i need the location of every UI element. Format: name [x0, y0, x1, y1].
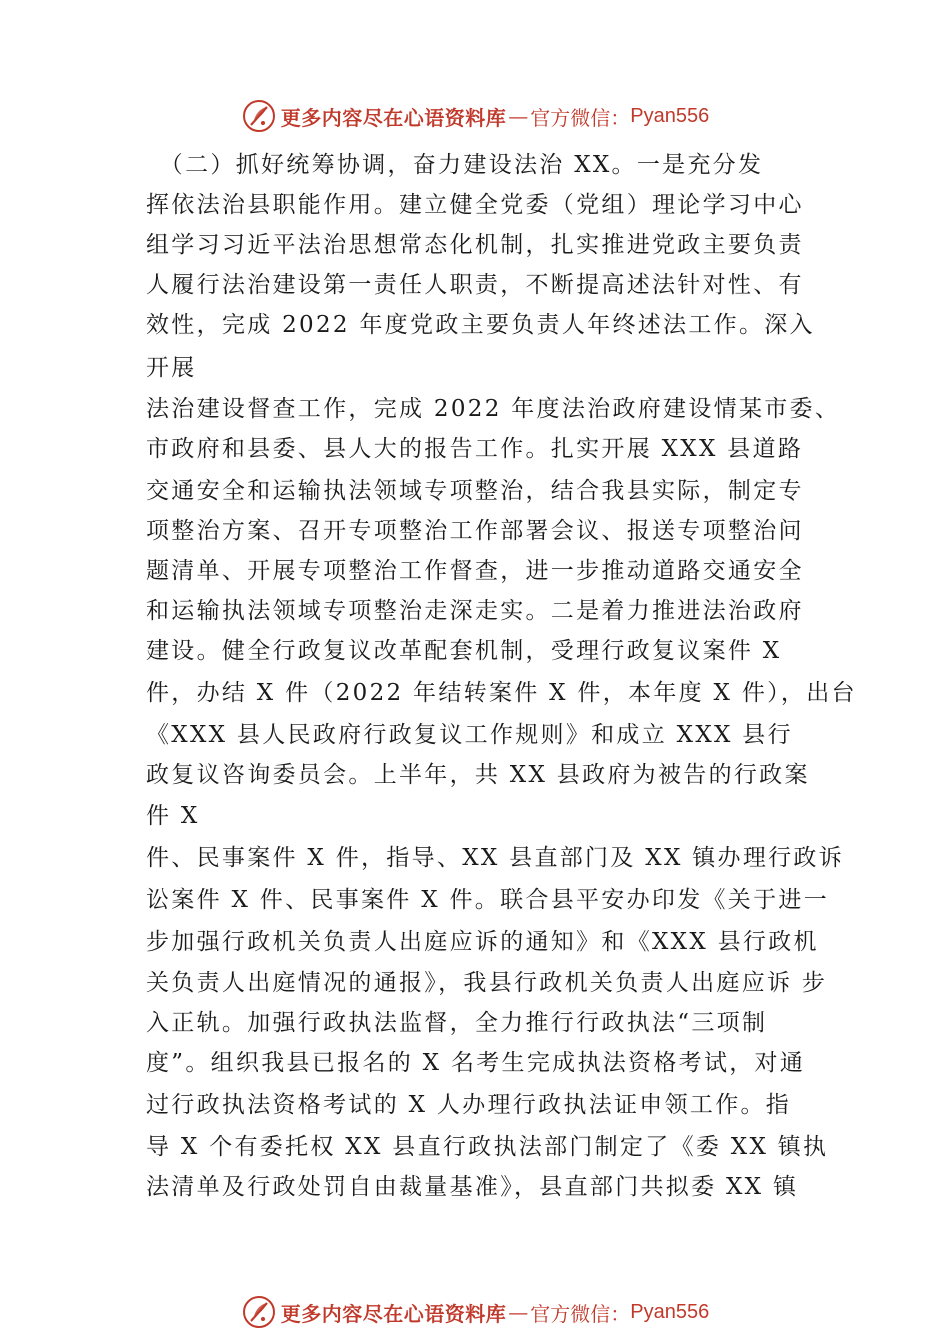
body-line: 法治建设督查工作，完成 2022 年度法治政府建设情某市委、	[146, 396, 841, 422]
body-line: 政复议咨询委员会。上半年，共 XX 县政府为被告的行政案	[146, 762, 810, 788]
body-line: 讼案件 X 件、民事案件 X 件。联合县平安办印发《关于进一	[146, 887, 829, 913]
body-line: 件，办结 X 件（2022 年结转案件 X 件，本年度 X 件），出台	[146, 680, 857, 706]
body-line: 开展	[146, 355, 197, 381]
body-line: （二）抓好统筹协调，奋力建设法治 XX。一是充分发	[146, 152, 764, 178]
body-line: 法清单及行政处罚自由裁量基准》，县直部门共拟委 XX 镇	[146, 1174, 799, 1200]
body-line: 导 X 个有委托权 XX 县直行政执法部门制定了《委 XX 镇执	[146, 1134, 829, 1160]
body-line: 建设。健全行政复议改革配套机制，受理行政复议案件 X	[146, 638, 782, 664]
watermark-banner-top	[0, 96, 950, 136]
watermark-wechat-label: 官方微信：	[530, 1301, 631, 1326]
body-line: 效性，完成 2022 年度党政主要负责人年终述法工作。深入	[146, 312, 815, 338]
quill-logo-icon	[241, 98, 277, 134]
body-line: 关负责人出庭情况的通报》，我县行政机关负责人出庭应诉 步	[146, 970, 828, 996]
body-line: 和运输执法领域专项整治走深走实。二是着力推进法治政府	[146, 598, 804, 624]
body-line: 组学习习近平法治思想常态化机制，扎实推进党政主要负责	[146, 232, 804, 258]
body-line: 《XXX 县人民政府行政复议工作规则》和成立 XXX 县行	[146, 722, 793, 748]
body-line: 交通安全和运输执法领域专项整治，结合我县实际，制定专	[146, 478, 804, 504]
watermark-separator: —	[508, 104, 529, 128]
watermark-brand: 更多内容尽在心语资料库	[280, 105, 507, 130]
body-line: 步加强行政机关负责人出庭应诉的通知》和《XXX 县行政机	[146, 929, 819, 955]
body-line: 入正轨。加强行政执法监督，全力推行行政执法“三项制	[146, 1010, 768, 1036]
watermark-wechat-label: 官方微信：	[530, 105, 631, 130]
body-line: 件、民事案件 X 件，指导、XX 县直部门及 XX 镇办理行政诉	[146, 845, 845, 871]
body-line: 市政府和县委、县人大的报告工作。扎实开展 XXX 县道路	[146, 436, 804, 462]
watermark-brand: 更多内容尽在心语资料库	[280, 1301, 507, 1326]
body-line: 项整治方案、召开专项整治工作部署会议、报送专项整治问	[146, 518, 804, 544]
watermark-banner-bottom	[0, 1292, 950, 1332]
body-line: 人履行法治建设第一责任人职责，不断提高述法针对性、有	[146, 272, 804, 298]
watermark-handle: Pyan556	[630, 1300, 710, 1323]
watermark-handle: Pyan556	[630, 104, 710, 127]
body-line: 件 X	[146, 803, 200, 829]
body-line: 过行政执法资格考试的 X 人办理行政执法证申领工作。指	[146, 1092, 792, 1118]
body-line: 挥依法治县职能作用。建立健全党委（党组）理论学习中心	[146, 192, 804, 218]
quill-logo-icon	[241, 1294, 277, 1330]
body-line: 题清单、开展专项整治工作督查，进一步推动道路交通安全	[146, 558, 804, 584]
watermark-separator: —	[508, 1300, 529, 1324]
body-line: 度”。组织我县已报名的 X 名考生完成执法资格考试，对通	[146, 1050, 806, 1076]
